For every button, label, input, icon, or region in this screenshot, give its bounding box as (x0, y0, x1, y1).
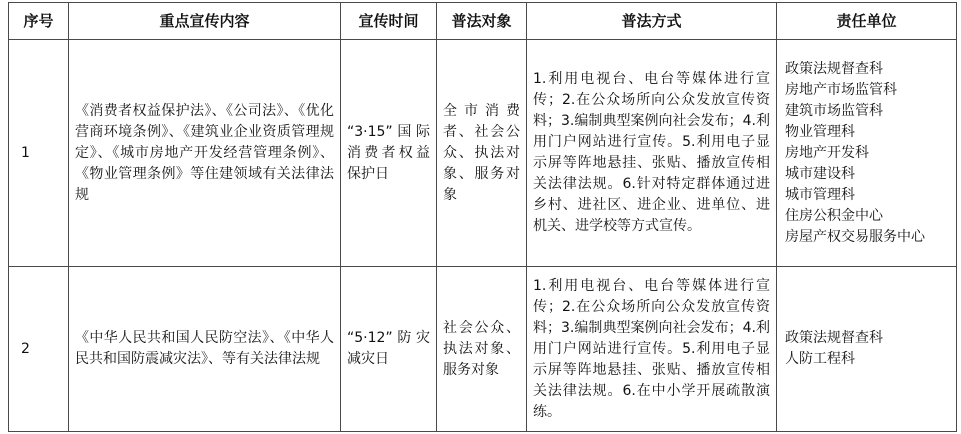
cell-time: “5·12”防灾减灾日 (341, 267, 437, 432)
cell-content: 《消费者权益保护法》、《公司法》、《优化营商环境条例》、《建筑业企业资质管理规定》、《城市房地产开发经营管理条例》、《物业管理条例》等住建领域有关法律法规 (69, 40, 341, 267)
unit-item: 房地产开发科 (785, 144, 869, 161)
unit-item: 建筑市场监管科 (785, 102, 883, 119)
header-target: 普法对象 (437, 3, 527, 40)
unit-item: 人防工程科 (785, 351, 855, 367)
header-row (9, 3, 957, 40)
unit-item: 房屋产权交易服务中心 (785, 228, 925, 245)
header-seq: 序号 (9, 3, 69, 40)
unit-item: 政策法规督查科 (785, 330, 883, 346)
cell-unit (777, 267, 957, 432)
cell-method: 1.利用电视台、电台等媒体进行宣传；2.在公众场所向公众发放宣传资料；3.编制典型案例向社会发布；4.利用门户网站进行宣传。5.利用电子显示屏等阵地悬挂、张贴、播放宣传相关法律法规。6.在中小学开展疏散演练。 (527, 267, 777, 432)
header-unit: 责任单位 (777, 3, 957, 40)
cell-content: 《中华人民共和国人民防空法》、《中华人民共和国防震减灾法》、等有关法律法规 (69, 267, 341, 432)
unit-item: 物业管理科 (785, 123, 855, 140)
cell-unit (777, 40, 957, 267)
unit-item: 政策法规督查科 (785, 60, 883, 77)
unit-item: 城市建设科 (785, 165, 855, 182)
table-row (9, 40, 957, 267)
unit-item: 房地产市场监管科 (785, 81, 897, 98)
publicity-table (8, 2, 957, 432)
cell-method: 1.利用电视台、电台等媒体进行宣传；2.在公众场所向公众发放宣传资料；3.编制典型案例向社会发布；4.利用门户网站进行宣传。5.利用电子显示屏等阵地悬挂、张贴、播放宣传相关法律法规。6.针对特定群体通过进乡村、进社区、进企业、进单位、进机关、进学校等方式宣传。 (527, 40, 777, 267)
table-row (9, 267, 957, 432)
cell-seq: 1 (9, 40, 69, 267)
header-content: 重点宣传内容 (69, 3, 341, 40)
header-time: 宣传时间 (341, 3, 437, 40)
unit-item: 城市管理科 (785, 186, 855, 203)
header-method: 普法方式 (527, 3, 777, 40)
cell-target: 社会公众、执法对象、服务对象 (437, 267, 527, 432)
cell-seq: 2 (9, 267, 69, 432)
cell-target: 全市消费者、社会公众、执法对象、服务对象 (437, 40, 527, 267)
cell-time: “3·15”国际消费者权益保护日 (341, 40, 437, 267)
unit-item: 住房公积金中心 (785, 207, 883, 224)
